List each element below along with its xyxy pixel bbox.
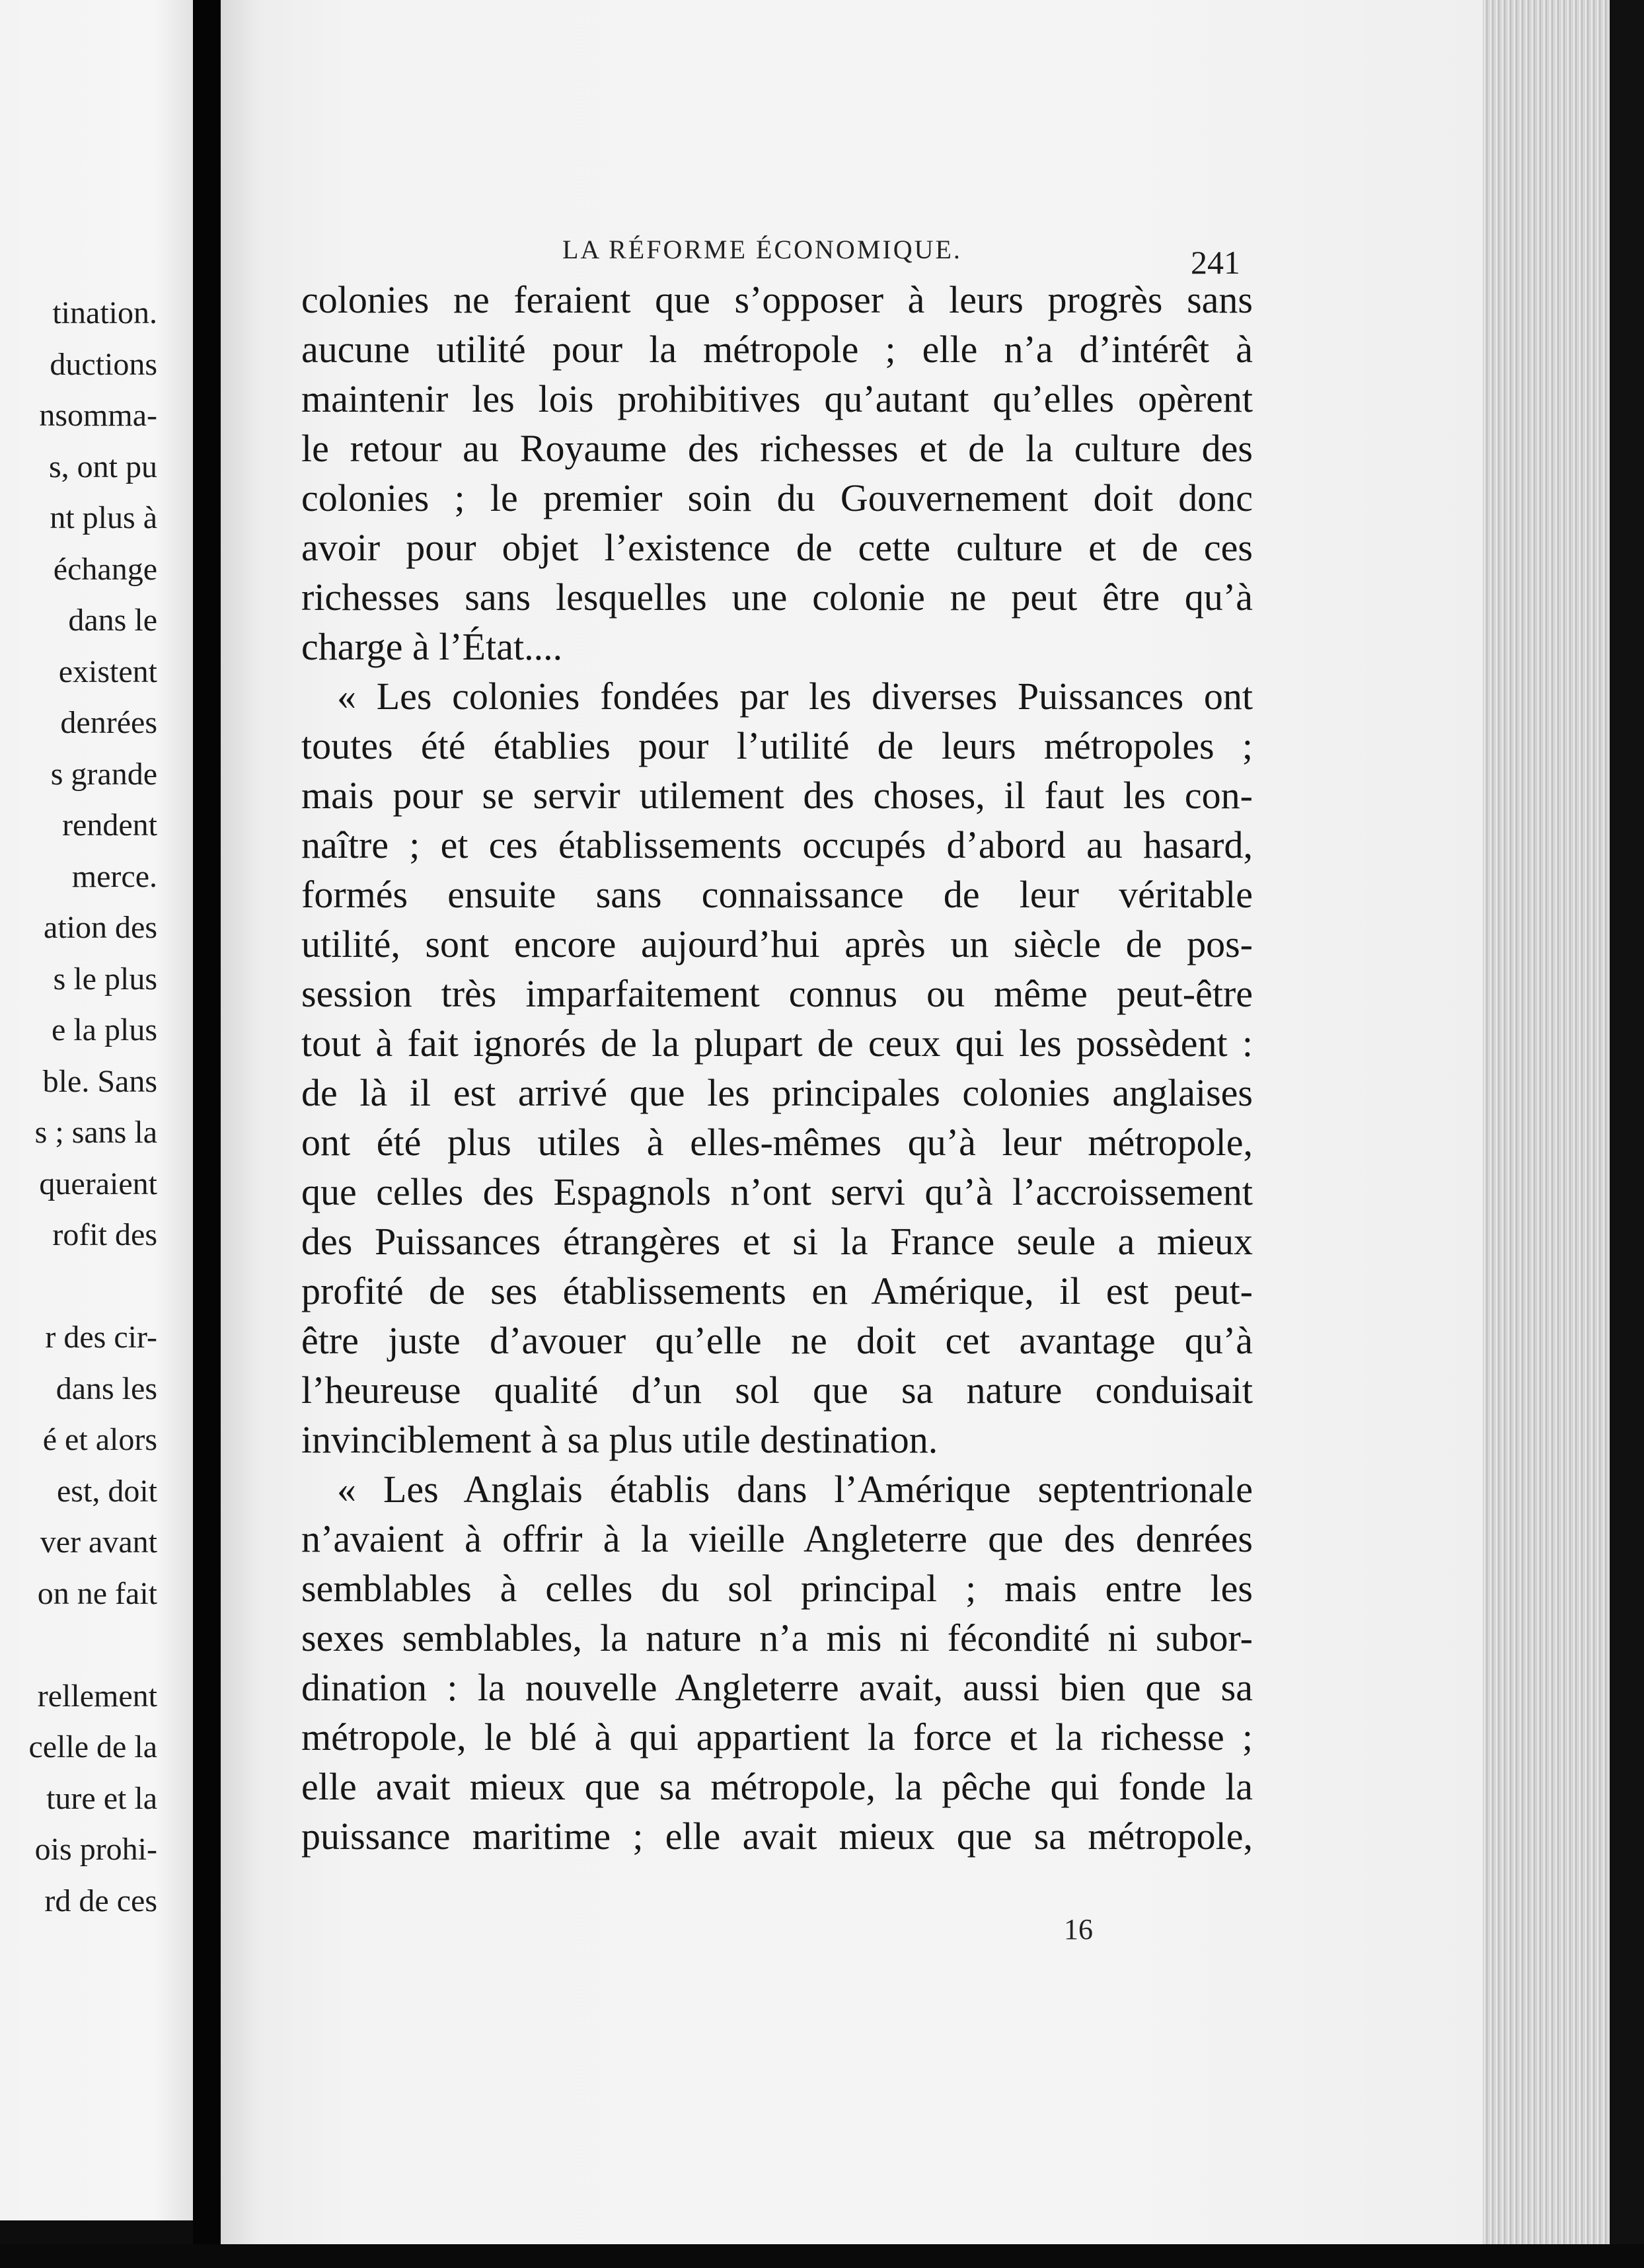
text-line: des Puissances étrangères et si la France seule a mieux	[301, 1220, 1253, 1263]
book-gutter	[193, 0, 221, 2268]
text-line: charge à l’État....	[301, 625, 563, 668]
facing-page-line: tination.	[52, 295, 157, 330]
text-line: « Les colonies fondées par les diverses Puissances ont	[337, 675, 1253, 718]
facing-page-line: s, ont pu	[48, 449, 157, 484]
facing-page-line: nt plus à	[50, 500, 157, 535]
text-line: utilité, sont encore aujourd’hui après un siècle de pos-	[301, 923, 1253, 965]
facing-page-line: queraient	[39, 1166, 157, 1201]
running-head: LA RÉFORME ÉCONOMIQUE.	[562, 235, 962, 264]
text-line: aucune utilité pour la métropole ; elle n’a d’intérêt à	[301, 328, 1253, 371]
text-line: n’avaient à offrir à la vieille Angleterre que des denrées	[301, 1517, 1253, 1560]
facing-page-line: ble. Sans	[42, 1063, 157, 1099]
facing-page-line: s le plus	[53, 961, 157, 997]
text-line: dination : la nouvelle Angleterre avait, aussi bien que sa	[301, 1666, 1253, 1709]
text-line: formés ensuite sans connaissance de leur véritable	[301, 873, 1253, 916]
text-line: être juste d’avouer qu’elle ne doit cet avantage qu’à	[301, 1319, 1253, 1362]
scan-border-bottom	[0, 2244, 1644, 2268]
facing-page-line: rofit des	[52, 1217, 157, 1252]
facing-page-line: nsomma-	[39, 398, 157, 433]
facing-page-line: rendent	[62, 808, 157, 843]
facing-page-line: existent	[58, 654, 157, 689]
text-line: profité de ses établissements en Amérique, il est peut-	[301, 1269, 1253, 1312]
text-line: « Les Anglais établis dans l’Amérique septentrionale	[337, 1468, 1253, 1511]
text-line: colonies ; le premier soin du Gouvernement doit donc	[301, 476, 1253, 519]
text-line: invinciblement à sa plus utile destination.	[301, 1418, 938, 1461]
facing-page-line: dans les	[56, 1371, 157, 1406]
text-line: de là il est arrivé que les principales colonies anglaises	[301, 1071, 1253, 1114]
text-line: naître ; et ces établissements occupés d’abord au hasard,	[301, 823, 1253, 866]
text-line: avoir pour objet l’existence de cette culture et de ces	[301, 526, 1253, 569]
facing-page-line: rd de ces	[44, 1883, 157, 1918]
facing-page-line: celle de la	[28, 1729, 157, 1764]
text-line: métropole, le blé à qui appartient la force et la richesse ;	[301, 1716, 1253, 1758]
facing-page-line: ois prohi-	[34, 1832, 157, 1867]
facing-page-left	[0, 0, 193, 2220]
facing-page-line: s grande	[50, 756, 157, 792]
text-line: sexes semblables, la nature n’a mis ni fécondité ni subor-	[301, 1616, 1253, 1659]
text-line: l’heureuse qualité d’un sol que sa nature conduisait	[301, 1369, 1253, 1412]
text-line: mais pour se servir utilement des choses, il faut les con-	[301, 774, 1253, 817]
page-number: 241	[1191, 244, 1240, 281]
text-line: maintenir les lois prohibitives qu’autant qu’elles opèrent	[301, 377, 1253, 420]
signature-mark: 16	[1064, 1913, 1093, 1946]
facing-page-line: merce.	[71, 858, 157, 894]
facing-page-line: est, doit	[57, 1473, 157, 1509]
text-line: semblables à celles du sol principal ; mais entre les	[301, 1567, 1253, 1610]
text-line: le retour au Royaume des richesses et de la culture des	[301, 427, 1253, 470]
text-line: tout à fait ignorés de la plupart de ceux qui les possèdent :	[301, 1022, 1253, 1065]
facing-page-line: s ; sans la	[34, 1115, 157, 1150]
facing-page-line: échange	[53, 551, 157, 587]
text-line: puissance maritime ; elle avait mieux que sa métropole,	[301, 1815, 1253, 1858]
facing-page-line: e la plus	[52, 1012, 157, 1047]
text-line: session très imparfaitement connus ou même peut-être	[301, 972, 1253, 1015]
facing-page-line: on ne fait	[37, 1575, 157, 1611]
text-line: colonies ne feraient que s’opposer à leurs progrès sans	[301, 278, 1253, 321]
text-line: ont été plus utiles à elles-mêmes qu’à leur métropole,	[301, 1121, 1253, 1164]
facing-page-line: denrées	[60, 705, 157, 740]
text-line: que celles des Espagnols n’ont servi qu’à l’accroissement	[301, 1170, 1253, 1213]
text-line: richesses sans lesquelles une colonie ne peut être qu’à	[301, 576, 1253, 619]
page-right	[221, 0, 1483, 2244]
body-text	[301, 275, 1253, 1861]
facing-page-line: rellement	[37, 1678, 157, 1714]
facing-page-line: ductions	[50, 346, 157, 382]
page-edges	[1483, 0, 1610, 2244]
facing-page-line: r des cir-	[45, 1320, 157, 1355]
facing-page-line: é et alors	[42, 1422, 157, 1457]
facing-page-line: ation des	[44, 910, 157, 945]
text-line: toutes été établies pour l’utilité de leurs métropoles ;	[301, 724, 1253, 767]
facing-page-line: dans le	[68, 603, 157, 638]
facing-page-line: ver avant	[40, 1525, 157, 1560]
facing-page-line: ture et la	[46, 1780, 157, 1816]
scan-border-right	[1610, 0, 1644, 2268]
text-line: elle avait mieux que sa métropole, la pêche qui fonde la	[301, 1765, 1253, 1808]
